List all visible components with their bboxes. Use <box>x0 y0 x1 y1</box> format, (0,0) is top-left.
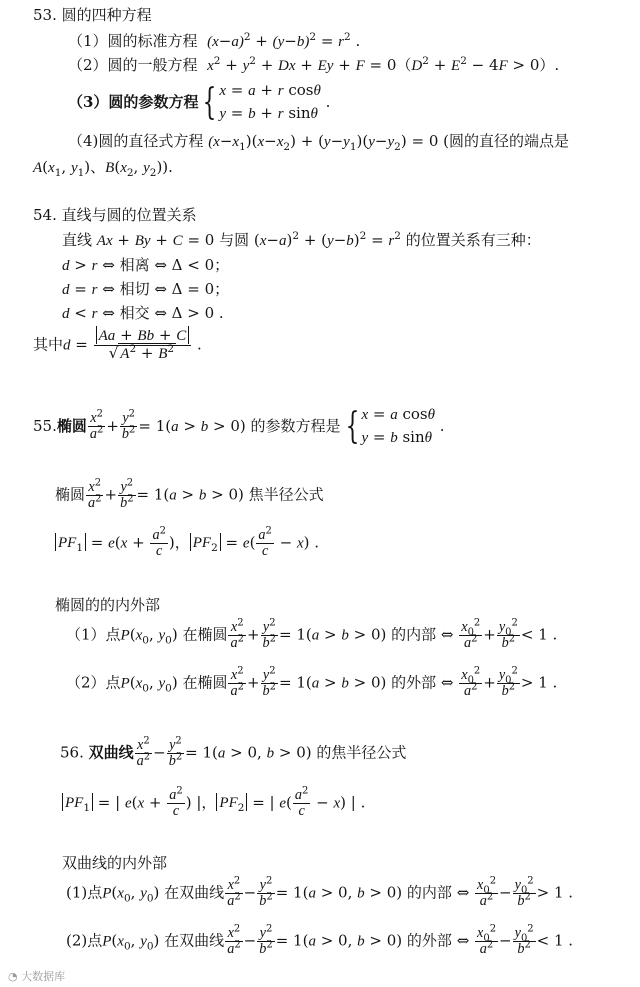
relation-tangent: d = r ⇔ 相切 ⇔ Δ = 0； <box>62 280 230 298</box>
hyperbola-focal-radius-formula: $PF_1$ = | e(x + $\frac{a^2}{c}$ ) |， $PF_2$ = | e( $\frac{a^2}{c}$ − x) | . <box>62 788 365 819</box>
line-circle-intro: 直线 Ax + By + C = 0 与圆 $(x-a)^2 + (y-b)^2 = r^2$ 的位置关系有三种： <box>62 230 541 249</box>
ellipse-point-inside: （1）点$P(x_0$, $y_0$) 在椭圆 $\frac{x^2}{a^2}$ + $\frac{y^2}{b^2}$ = 1(a > b > 0) 的内部 ⇔ $\frac{x_0^2}{a^2}$ + $\frac{y_0^2}{b^2}$ < 1 . <box>66 617 558 651</box>
circle-standard-equation: （1）圆的标准方程 $(x-a)^2 + (y-b)^2 = r^2$ . <box>68 31 361 50</box>
circle-diameter-equation: （4)圆的直径式方程 $(x-x_1)(x-x_2) + (y-y_1)(y-y_2) = 0$ (圆的直径的端点是 <box>68 132 569 153</box>
hyperbola-focal-radius-title: 56. 双曲线 $\frac{x^2}{a^2}$ − $\frac{y^2}{b^2}$ = 1(a > 0, b > 0) 的焦半径公式 <box>60 735 407 769</box>
diameter-endpoints: $A(x_1$, $y_1$)、$B(x_2$, $y_2$)). <box>33 158 173 179</box>
watermark: ◔ 大数据库 <box>8 970 66 983</box>
section-54-title: 54. 直线与圆的位置关系 <box>33 206 197 224</box>
hyperbola-point-inside: (1)点$P(x_0$, $y_0$) 在双曲线 $\frac{x^2}{a^2}$ − $\frac{y^2}{b^2}$ = 1(a > 0, b > 0) 的内部 ⇔ $\frac{x_0^2}{a^2}$ − $\frac{y_0^2}{b^2}$ > 1 . <box>66 875 574 909</box>
hyperbola-point-outside: (2)点$P(x_0$, $y_0$) 在双曲线 $\frac{x^2}{a^2}$ − $\frac{y^2}{b^2}$ = 1(a > 0, b > 0) 的外部 ⇔ $\frac{x_0^2}{a^2}$ − $\frac{y_0^2}{b^2}$ < 1 . <box>66 923 574 957</box>
relation-separate: d > r ⇔ 相离 ⇔ Δ < 0； <box>62 256 230 274</box>
circle-general-equation: （2）圆的一般方程 $x^2 + y^2 + Dx + Ey + F = 0(D^2 + E^2 - 4F > 0)$. <box>68 55 560 74</box>
distance-formula: 其中d = $\frac{Aa + Bb + C}{√ A^2 + B^2}$ . <box>33 326 202 362</box>
circle-parametric-equation: （3）圆的参数方程 { x = a + r cosθ y = b + r sinθ . <box>68 81 331 123</box>
ellipse-point-outside: （2）点$P(x_0$, $y_0$) 在椭圆 $\frac{x^2}{a^2}$ + $\frac{y^2}{b^2}$ = 1(a > b > 0) 的外部 ⇔ $\frac{x_0^2}{a^2}$ + $\frac{y_0^2}{b^2}$ > 1 . <box>66 665 558 699</box>
relation-intersect: d < r ⇔ 相交 ⇔ Δ > 0 . <box>62 304 224 322</box>
section-53-title: 53. 圆的四种方程 <box>33 6 152 24</box>
ellipse-focal-radius-formula: $PF_1 = e(x$ + $\frac{a^2}{c}$ )， $PF_2 = e$( $\frac{a^2}{c}$ − x) . <box>55 528 319 559</box>
ellipse-parametric: 55.椭圆 $\frac{x^2}{a^2}$ + $\frac{y^2}{b^2}$ = 1(a > b > 0) 的参数方程是 { x = a cosθ y = b sinθ . <box>33 405 445 447</box>
ellipse-focal-radius-title: 椭圆 $\frac{x^2}{a^2}$ + $\frac{y^2}{b^2}$ = 1(a > b > 0) 焦半径公式 <box>55 477 324 511</box>
hyperbola-inout-title: 双曲线的内外部 <box>62 854 168 872</box>
watermark-logo-icon: ◔ <box>8 970 18 983</box>
ellipse-inout-title: 椭圆的的内外部 <box>55 596 161 614</box>
